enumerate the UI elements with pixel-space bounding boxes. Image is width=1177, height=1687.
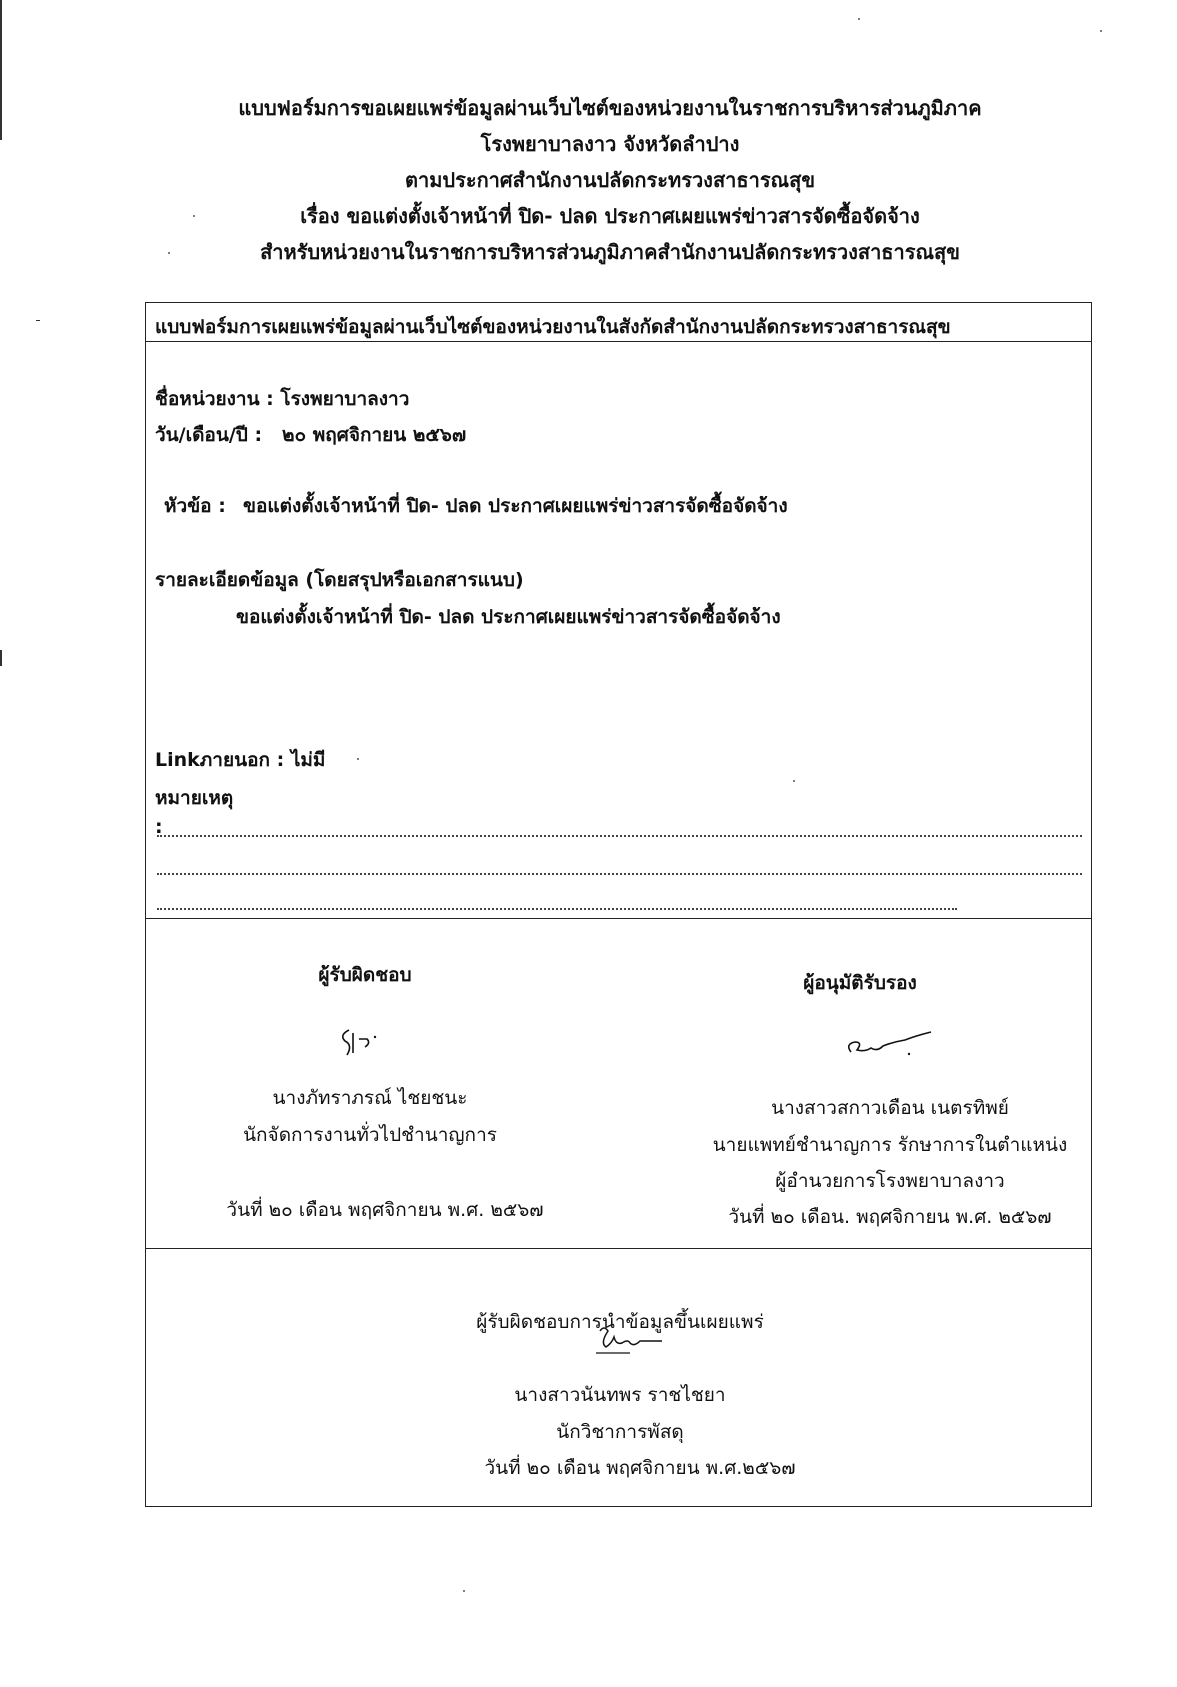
date-label: วัน/เดือน/ปี : [155,424,263,446]
remark-dotted-line-3 [157,908,957,910]
publisher-position: นักวิชาการพัสดุ [556,1421,684,1443]
scan-edge-mark [36,320,40,321]
header-hospital-line: โรงพยาบาลงาว จังหวัดลำปาง [480,132,740,156]
header-title-line1: แบบฟอร์มการขอเผยแพร่ข้อมูลผ่านเว็บไซต์ของหน่วยงานในราชการบริหารส่วนภูมิภาค [238,96,982,120]
signature-divider [145,1248,1092,1249]
header-subject-line: เรื่อง ขอแต่งตั้งเจ้าหน้าที่ ปิด- ปลด ประกาศเผยแพร่ข่าวสารจัดซื้อจัดจ้าง [300,204,920,228]
topic-label: หัวข้อ : [164,495,226,517]
header-scope-line: สำหรับหน่วยงานในราชการบริหารส่วนภูมิภาคสำนักงานปลัดกระทรวงสาธารณสุข [260,240,960,264]
approver-signature [843,1030,938,1065]
detail-value: ขอแต่งตั้งเจ้าหน้าที่ ปิด- ปลด ประกาศเผยแพร่ข่าวสารจัดซื้อจัดจ้าง [236,606,781,628]
approver-date: วันที่ ๒๐ เดือน. พฤศจิกายน พ.ศ. ๒๕๖๗ [728,1206,1052,1228]
approver-position-2: ผู้อำนวยการโรงพยาบาลงาว [775,1170,1005,1192]
scan-speck [1100,30,1102,32]
responsible-date: วันที่ ๒๐ เดือน พฤศจิกายน พ.ศ. ๒๕๖๗ [226,1199,544,1221]
remark-dotted-line-1 [157,835,1082,837]
scan-edge-mark [0,650,2,666]
topic-value: ขอแต่งตั้งเจ้าหน้าที่ ปิด- ปลด ประกาศเผยแพร่ข่าวสารจัดซื้อจัดจ้าง [243,495,788,517]
details-divider [145,918,1092,919]
remark-label: หมายเหตุ [155,787,234,809]
detail-label: รายละเอียดข้อมูล (โดยสรุปหรือเอกสารแนบ) [155,569,524,591]
publisher-signature [590,1323,680,1363]
publisher-heading: ผู้รับผิดชอบการนำข้อมูลขึ้นเผยแพร่ [476,1311,764,1333]
scan-speck [357,758,359,760]
approver-name: นางสาวสกาวเดือน เนตรทิพย์ [771,1097,1009,1119]
publisher-name: นางสาวนันทพร ราชไชยา [514,1384,726,1406]
external-link-label: Linkภายนอก : ไม่มี [155,749,326,771]
scan-speck [858,18,860,20]
publisher-date: วันที่ ๒๐ เดือน พฤศจิกายน พ.ศ.๒๕๖๗ [484,1457,796,1479]
responsible-heading: ผู้รับผิดชอบ [318,964,412,986]
scan-speck [793,780,795,782]
scan-speck [463,1590,465,1592]
responsible-position: นักจัดการงานทั่วไปชำนาญการ [243,1124,497,1146]
date-value: ๒๐ พฤศจิกายน ๒๕๖๗ [282,424,467,446]
approver-position: นายแพทย์ชำนาญการ รักษาการในตำแหน่ง [712,1134,1068,1156]
remark-colon: : [155,816,163,838]
approver-heading: ผู้อนุมัติรับรอง [803,972,917,994]
scan-speck [168,252,170,254]
scan-edge-mark [0,0,2,140]
remark-dotted-line-2 [157,873,1082,875]
scan-speck [193,215,195,217]
responsible-signature [335,1025,405,1065]
header-announcement-line: ตามประกาศสำนักงานปลัดกระทรวงสาธารณสุข [404,168,815,192]
form-title: แบบฟอร์มการเผยแพร่ข้อมูลผ่านเว็บไซต์ของหน่วยงานในสังกัดสำนักงานปลัดกระทรวงสาธารณสุข [155,316,951,338]
agency-label: ชื่อหน่วยงาน : โรงพยาบาลงาว [155,388,410,410]
responsible-name: นางภัทราภรณ์ ไชยชนะ [272,1087,468,1109]
